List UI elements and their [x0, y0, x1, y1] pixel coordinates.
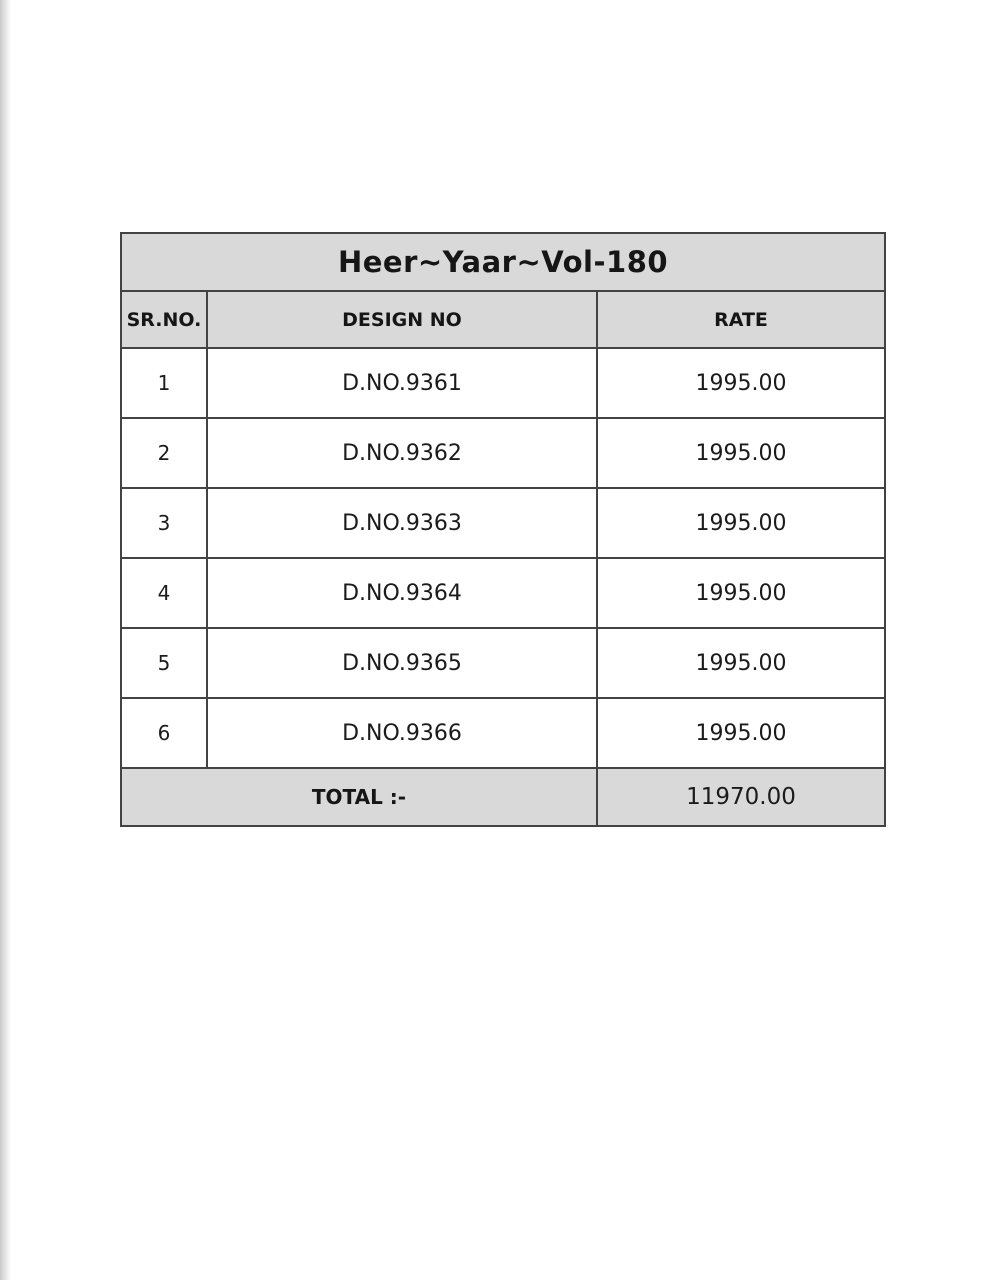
design-no-cell: D.NO.9363 — [207, 488, 597, 558]
column-header-rate: RATE — [597, 291, 885, 348]
sr-no-cell: 5 — [121, 628, 207, 698]
sr-no-cell: 3 — [121, 488, 207, 558]
rate-cell: 1995.00 — [597, 698, 885, 768]
price-table — [120, 232, 886, 827]
table-row — [121, 348, 885, 418]
design-no-cell: D.NO.9364 — [207, 558, 597, 628]
sr-no-cell: 6 — [121, 698, 207, 768]
rate-cell: 1995.00 — [597, 488, 885, 558]
table-row — [121, 418, 885, 488]
design-no-cell: D.NO.9366 — [207, 698, 597, 768]
column-header-srno: SR.NO. — [121, 291, 207, 348]
page-edge-strip — [0, 0, 11, 1280]
design-no-cell: D.NO.9365 — [207, 628, 597, 698]
rate-cell: 1995.00 — [597, 628, 885, 698]
design-no-cell: D.NO.9361 — [207, 348, 597, 418]
rate-cell: 1995.00 — [597, 348, 885, 418]
rate-cell: 1995.00 — [597, 558, 885, 628]
sr-no-cell: 2 — [121, 418, 207, 488]
table-row — [121, 558, 885, 628]
table-title-row — [121, 233, 885, 291]
catalog-title: Heer~Yaar~Vol-180 — [121, 233, 885, 291]
table-row — [121, 628, 885, 698]
table-total-row — [121, 768, 885, 826]
sr-no-cell: 4 — [121, 558, 207, 628]
total-value: 11970.00 — [597, 768, 885, 826]
design-no-cell: D.NO.9362 — [207, 418, 597, 488]
table-row — [121, 488, 885, 558]
table-header-row — [121, 291, 885, 348]
column-header-design-no: DESIGN NO — [207, 291, 597, 348]
rate-cell: 1995.00 — [597, 418, 885, 488]
price-list — [120, 232, 886, 827]
total-label: TOTAL :- — [121, 768, 597, 826]
table-row — [121, 698, 885, 768]
sr-no-cell: 1 — [121, 348, 207, 418]
